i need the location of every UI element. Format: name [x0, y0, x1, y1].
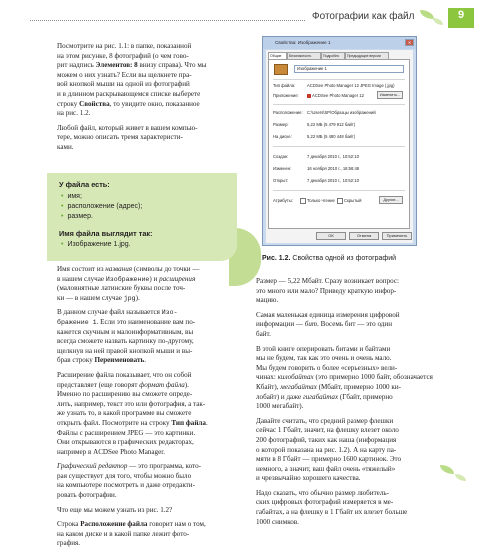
hidden-checkbox[interactable] — [337, 198, 343, 204]
row-label: Расположение: — [273, 110, 303, 115]
text-line — [57, 308, 240, 318]
text-segment: (символы до точки — — [132, 265, 200, 273]
text-segment: Переименовать — [94, 356, 145, 365]
text-line — [57, 100, 240, 110]
infobox-heading-2: Имя файла выглядит так: — [59, 229, 153, 238]
text-segment: сейчас 1 Гбайт, значит, на флешку влезет около — [256, 426, 399, 435]
text-segment: В этой книге оперировать битами и байтами — [256, 344, 391, 353]
text-segment: . — [205, 418, 208, 427]
text-segment: например в ACDSee Photo Manager. — [57, 447, 165, 456]
row-value: 16 ноября 2010 г., 16:56:48 — [307, 166, 360, 171]
text-segment: Элементов: 8 — [95, 61, 138, 70]
caption-label: Рис. 1.2. — [262, 255, 291, 262]
text-segment: Тип файла — [171, 418, 206, 427]
paragraph — [57, 124, 240, 153]
text-line — [57, 52, 240, 62]
text-line — [57, 438, 240, 448]
text-segment: и в длинном раскрывающемся списке выберете — [57, 89, 201, 98]
row-label: На диске: — [273, 134, 292, 139]
text-segment: (Мбайт, примерно 1000 ки- — [316, 382, 401, 391]
text-segment: Любой файл, который живет в вашем компью- — [57, 123, 198, 132]
list-item: • расположение (адрес); — [61, 202, 142, 212]
close-button[interactable]: ✕ — [405, 39, 414, 46]
row-label: Размер: — [273, 122, 289, 127]
text-line — [57, 409, 240, 419]
right-column-bottom — [256, 277, 448, 532]
paragraph — [256, 311, 448, 340]
text-line — [256, 426, 448, 436]
text-line — [57, 42, 240, 52]
list-item: • Изображение 1.jpg. — [61, 240, 131, 250]
text-segment: Расположение файла — [80, 520, 148, 529]
text-line — [256, 455, 448, 465]
text-segment: строку — [57, 99, 80, 108]
left-column-top — [57, 42, 240, 158]
text-line — [57, 337, 240, 347]
paragraph — [57, 308, 240, 366]
text-segment: Изо- — [161, 309, 178, 317]
divider — [273, 190, 405, 191]
infobox-list — [61, 192, 142, 222]
text-line — [57, 284, 240, 294]
paragraph — [57, 462, 240, 500]
tab-general[interactable]: Общие — [268, 52, 287, 60]
text-line — [57, 472, 240, 482]
row-value: 7 декабря 2010 г., 10:52:10 — [307, 154, 359, 159]
text-segment: на этом рисунке, 8 фотографий (о чем гово- — [57, 51, 189, 60]
paragraph — [256, 489, 448, 527]
tab-security[interactable]: Безопасность — [287, 52, 321, 59]
text-line — [57, 124, 240, 134]
cancel-button[interactable]: Отмена — [349, 232, 379, 240]
text-line — [57, 491, 240, 501]
text-line — [57, 133, 240, 143]
text-line — [57, 381, 240, 391]
text-segment: графия. — [57, 539, 81, 548]
text-line — [256, 508, 448, 518]
text-segment: ровать фотографии. — [57, 491, 117, 500]
text-line — [256, 287, 448, 297]
attributes-row — [299, 198, 361, 204]
text-segment: лить, например, текст это или фотография, а так- — [57, 399, 206, 408]
text-line — [57, 506, 240, 516]
left-column-bottom — [57, 265, 240, 554]
row-value: 5,22 МБ (5 479 912 байт) — [307, 122, 356, 127]
text-segment: кажется скучным и малоинформативным, вы — [57, 327, 194, 336]
leaf-decoration-icon — [433, 18, 443, 25]
row-value: C:\Users\SP\Образцы изображений — [307, 110, 376, 115]
text-segment: (Гбайт, примерно — [338, 392, 393, 401]
text-segment: формат файла — [139, 380, 185, 389]
text-segment: ). — [135, 293, 140, 302]
app-icon — [307, 94, 311, 98]
text-segment: рая существует для того, чтобы можно было — [57, 471, 192, 480]
text-line — [57, 294, 240, 304]
text-line — [256, 296, 448, 306]
text-line — [57, 448, 240, 458]
text-segment: мегабайтах — [280, 382, 317, 391]
text-segment: названия — [105, 265, 133, 273]
text-segment: тере, можно описать тремя характеристи- — [57, 133, 183, 142]
row-label: Открыт: — [273, 178, 289, 183]
row-label: Создан: — [273, 154, 289, 159]
paragraph — [57, 371, 240, 457]
text-line — [256, 446, 448, 456]
text-segment: о которой показана на рис. 1.2). А на карту па- — [256, 445, 397, 454]
text-segment: брав строку — [57, 356, 95, 365]
paragraph — [256, 345, 448, 412]
text-line — [57, 109, 240, 119]
properties-dialog — [262, 36, 417, 246]
text-segment: информации — — [256, 320, 305, 329]
list-item: • имя; — [61, 192, 142, 202]
text-segment: Они открываются в графических редакторах, — [57, 438, 194, 447]
text-segment: Расширение файла показывает, что он собой — [57, 370, 192, 379]
leaf-decoration-icon — [420, 10, 434, 19]
paragraph — [256, 417, 448, 484]
text-segment: Что еще мы можем узнать из рис. 1.2? — [57, 505, 173, 514]
text-line — [256, 518, 448, 528]
text-line — [256, 436, 448, 446]
text-segment: Графический редактор — [57, 462, 128, 471]
text-line — [256, 373, 448, 383]
text-segment: мацию. — [256, 296, 279, 305]
text-segment: Именно по расширению вы сможете опреде- — [57, 390, 193, 399]
text-segment: байт. — [256, 329, 271, 338]
text-segment: Имя состоит из — [57, 265, 106, 273]
text-segment: на компьютере посмотреть и даже отредакти- — [57, 481, 195, 490]
row-label: Приложение: — [273, 93, 299, 98]
text-line — [256, 277, 448, 287]
running-title: Фотографии как файл — [312, 11, 415, 22]
text-line — [57, 400, 240, 410]
text-segment: лобайт) и даже — [256, 392, 303, 401]
text-segment: Строка — [57, 520, 81, 529]
ok-button[interactable]: ОК — [316, 232, 346, 240]
text-segment: немного, а значит, ваш файл очень «тяжелый» — [256, 464, 396, 473]
file-name-input[interactable]: Изображение 1 — [294, 65, 404, 73]
text-line — [256, 364, 448, 374]
text-line — [57, 390, 240, 400]
app-name: ACDSee Photo Manager 12 — [312, 93, 364, 98]
text-line — [256, 489, 448, 499]
text-line — [57, 71, 240, 81]
figure-caption — [262, 255, 462, 262]
text-segment: ) и — [149, 274, 160, 283]
text-line — [57, 61, 240, 71]
list-item: • размер. — [61, 212, 142, 222]
text-line — [57, 347, 240, 357]
text-segment: рит надпись — [57, 61, 96, 70]
text-line — [57, 462, 240, 472]
text-segment: вой кнопкой мыши на одной из фотографий — [57, 80, 190, 89]
text-segment: 1000 снимков. — [256, 517, 299, 526]
text-line — [256, 474, 448, 484]
text-segment: всегда сможете назвать картинку по-другому, — [57, 337, 194, 346]
page-number: 9 — [457, 9, 465, 21]
divider — [273, 146, 405, 147]
text-segment: Посмотрите на рис. 1.1: в папке, показанной — [57, 42, 192, 50]
text-segment: Кбайт), — [256, 382, 281, 391]
image-file-icon — [274, 64, 288, 75]
text-segment: (маловнятные латинские буквы после точ- — [57, 284, 186, 293]
text-line — [57, 318, 240, 328]
text-line — [57, 143, 240, 153]
text-segment: В данном случае файл называется — [57, 308, 162, 317]
row-value: 7 декабря 2010 г., 10:52:10 — [307, 178, 359, 183]
text-line — [57, 429, 240, 439]
row-value: ACDSee Photo Manager 12 JPEG Image (.jpg) — [307, 83, 395, 88]
text-line — [57, 530, 240, 540]
tab-previous-versions[interactable]: Предыдущие версии — [345, 52, 389, 59]
text-segment: . Восемь бит — это один — [317, 320, 392, 329]
text-segment: 200 фотографий, таких как наша (информация — [256, 435, 397, 444]
text-line — [256, 311, 448, 321]
text-line — [57, 90, 240, 100]
text-line — [57, 275, 240, 285]
readonly-checkbox[interactable] — [300, 198, 306, 204]
general-panel — [268, 59, 410, 229]
text-segment: можем о них узнать? Если вы щелкнете пра- — [57, 70, 192, 79]
text-segment: гигабайтах — [302, 392, 339, 401]
text-segment: на каком диске и в какой папке лежит фото- — [57, 529, 190, 538]
text-line — [57, 520, 240, 530]
text-segment: мяти в 8 Гбайт — примерно 1600 картинок. Это — [256, 455, 402, 464]
row-value — [307, 93, 364, 98]
text-segment: 1000 мегабайт). — [256, 402, 304, 411]
text-segment: щелкнув на ней правой кнопкой мыши и вы- — [57, 346, 193, 355]
text-segment: на рис. 1.2. — [57, 109, 91, 118]
text-segment: же узнать то, в какой программе вы сможете — [57, 409, 192, 418]
text-line — [57, 419, 240, 429]
other-attributes-button[interactable]: Другие... — [379, 196, 403, 204]
text-line — [57, 371, 240, 381]
readonly-label: Только чтение — [307, 198, 335, 204]
change-button[interactable]: Изменить... — [377, 91, 403, 99]
text-segment: мы не будем, так как это очень и очень мало. — [256, 354, 392, 363]
text-segment: бит — [304, 320, 318, 329]
caption-text: Свойства одной из фотографий — [292, 255, 397, 262]
text-segment: Надо сказать, что обычно размер любитель- — [256, 488, 389, 497]
divider — [273, 104, 405, 105]
text-segment: (это примерно 1000 байт, обозначается — [313, 373, 433, 382]
text-segment: Файлы с расширением JPEG — это картинки. — [57, 428, 196, 437]
text-segment: , то увидите окно, показанное — [109, 99, 200, 108]
text-segment: ). — [184, 380, 189, 389]
row-label: Изменен: — [273, 166, 292, 171]
text-segment: jpg — [123, 294, 136, 302]
infobox-heading: У файла есть: — [59, 180, 110, 189]
infobox — [47, 173, 237, 261]
text-segment: ки — в нашем случае — [57, 293, 124, 302]
divider — [273, 79, 405, 80]
text-line — [57, 481, 240, 491]
text-line — [256, 354, 448, 364]
text-segment: Давайте считать, что средний размер флешки — [256, 416, 394, 425]
paragraph — [57, 520, 240, 549]
text-line — [256, 402, 448, 412]
hidden-label: Скрытый — [344, 198, 362, 204]
text-segment: — это программа, кото- — [127, 462, 201, 471]
tab-details[interactable]: Подробно — [321, 52, 345, 59]
text-segment: Изображение — [105, 275, 150, 283]
dialog-title: Свойства: Изображение 1 — [275, 40, 331, 45]
text-line — [57, 356, 240, 366]
dialog-titlebar — [263, 37, 416, 49]
text-line — [256, 393, 448, 403]
text-line — [256, 345, 448, 355]
text-segment: габайтах, а на флешку в 1 Гбайт их влезет больше — [256, 508, 408, 517]
text-line — [256, 320, 448, 330]
apply-button[interactable]: Применить — [382, 232, 412, 240]
text-segment: . Если это наименование вам по- — [96, 317, 196, 326]
text-segment: ками. — [57, 142, 74, 151]
text-line — [57, 80, 240, 90]
text-segment: Свойства — [79, 99, 110, 108]
text-segment: килобайтах — [277, 373, 314, 382]
text-segment: Самая маленькая единица измерения цифровой — [256, 310, 400, 319]
text-segment: бражение 1 — [57, 318, 97, 326]
row-label: Тип файла: — [273, 83, 296, 88]
text-line — [256, 330, 448, 340]
text-segment: Размер — 5,22 Мбайт. Сразу возникает вопрос: — [256, 277, 399, 285]
text-line — [57, 265, 240, 275]
text-line — [57, 539, 240, 549]
text-segment: открыть файл. Посмотрите на строку — [57, 418, 172, 427]
row-value: 5,22 МБ (5 480 448 байт) — [307, 134, 356, 139]
text-segment: ских цифровых фотографий измеряется в ме- — [256, 498, 394, 507]
text-segment: расширения — [159, 274, 196, 283]
text-segment: говорит нам о том, — [147, 520, 206, 529]
text-segment: представляет (еще говорят — [57, 380, 140, 389]
text-segment: внизу справа). Что мы — [137, 61, 207, 70]
paragraph — [256, 277, 448, 306]
page-header — [0, 0, 500, 40]
infobox-example-list — [61, 240, 131, 250]
text-line — [57, 328, 240, 338]
paragraph — [57, 506, 240, 516]
leaf-decoration-icon — [455, 474, 466, 481]
paragraph — [57, 42, 240, 119]
dialog-body — [266, 50, 413, 243]
text-segment: чинах: — [256, 373, 278, 382]
text-segment: Мы будем говорить о более «серьезных» вели- — [256, 363, 398, 372]
attributes-label: Атрибуты: — [273, 198, 293, 203]
text-segment: . — [144, 356, 147, 365]
header-dotted-rule — [30, 20, 305, 21]
text-segment: в нашем случае — [57, 274, 106, 283]
text-segment: и чрезвычайно хорошего качества. — [256, 474, 361, 483]
paragraph — [57, 265, 240, 303]
text-line — [256, 417, 448, 427]
text-segment: это много или мало? Приведу краткую инфор- — [256, 286, 397, 295]
text-line — [256, 383, 448, 393]
text-line — [256, 465, 448, 475]
